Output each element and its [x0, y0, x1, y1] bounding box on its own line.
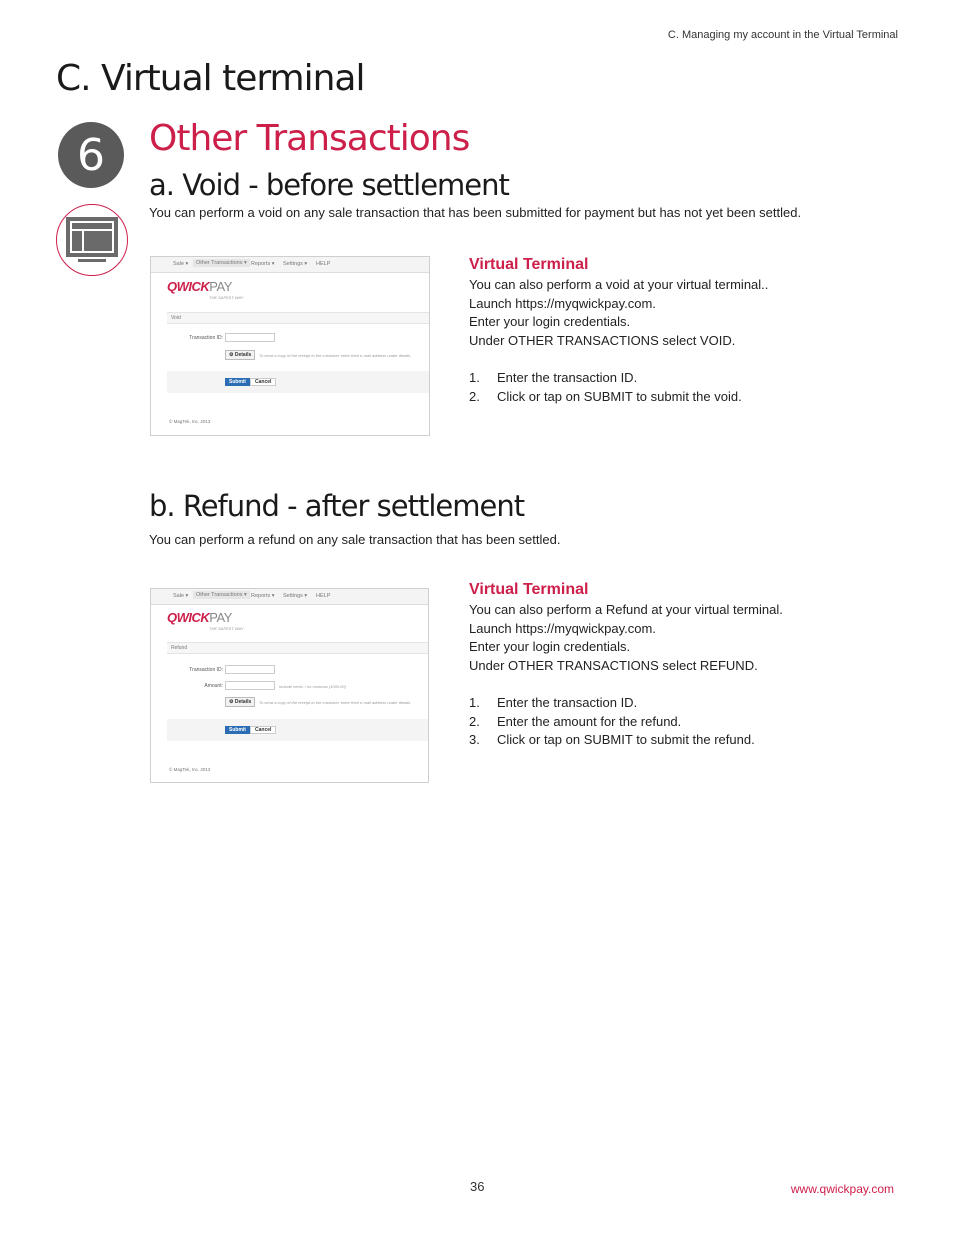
nav-sale: Sale ▾	[173, 261, 189, 267]
nav-sale: Sale ▾	[173, 593, 189, 599]
submit-button: Submit	[225, 726, 250, 734]
refund-line: Under OTHER TRANSACTIONS select REFUND.	[469, 657, 758, 673]
list-item: 3. Click or tap on SUBMIT to submit the refund.	[469, 732, 755, 748]
copyright: © MagTek, Inc. 2013	[169, 767, 211, 772]
refund-line: Enter your login credentials.	[469, 639, 631, 655]
list-item: 1. Enter the transaction ID.	[469, 369, 638, 385]
refund-screenshot	[150, 588, 429, 783]
refund-line: You can also perform a Refund at your virtual terminal.	[469, 602, 783, 617]
void-vt-body	[469, 276, 768, 406]
details-button: ⚙ Details	[225, 697, 255, 707]
form-title-bar: Refund	[167, 642, 428, 654]
void-screenshot	[150, 256, 430, 436]
list-item: 2. Enter the amount for the refund.	[469, 713, 682, 729]
screen-nav	[151, 589, 428, 605]
form-footer-bar	[167, 719, 428, 741]
cancel-button: Cancel	[250, 726, 276, 734]
transaction-id-input	[225, 333, 275, 342]
amount-input	[225, 681, 275, 690]
refund-vt-body	[469, 601, 783, 750]
void-line: Launch https://myqwickpay.com.	[469, 295, 656, 311]
details-hint: To send a copy of the receipt to the customer, enter their e-mail address under details.	[259, 700, 412, 705]
details-button: ⚙ Details	[225, 350, 255, 360]
section-title: C. Virtual terminal	[56, 58, 365, 99]
nav-settings: Settings ▾	[283, 593, 308, 599]
logo-tagline: THE SAFEST WAY	[209, 295, 244, 300]
void-line: Enter your login credentials.	[469, 314, 631, 330]
refund-title: b. Refund - after settlement	[149, 489, 525, 523]
label-transaction-id: Transaction ID:	[189, 335, 223, 341]
nav-help: HELP	[316, 261, 331, 267]
monitor-icon	[56, 204, 128, 276]
list-item: 2. Click or tap on SUBMIT to submit the void.	[469, 388, 742, 404]
submit-button: Submit	[225, 378, 250, 386]
nav-other-transactions: Other Transactions ▾	[193, 591, 250, 599]
form-title-bar: Void	[167, 312, 429, 324]
qwickpay-logo: QWICKPAY	[167, 279, 232, 294]
void-steps	[469, 369, 768, 406]
details-hint: To send a copy of the receipt to the customer, enter their e-mail address under details.	[259, 353, 412, 358]
logo-tagline: THE SAFEST WAY	[209, 626, 244, 631]
void-intro: You can perform a void on any sale transaction that has been submitted for payment but has not yet been settled.	[149, 205, 802, 220]
nav-reports: Reports ▾	[251, 593, 275, 599]
nav-help: HELP	[316, 593, 331, 599]
step-number-badge: 6	[58, 122, 124, 188]
transaction-id-input	[225, 665, 275, 674]
copyright: © MagTek, Inc. 2013	[169, 419, 211, 424]
nav-settings: Settings ▾	[283, 261, 308, 267]
void-line: You can also perform a void at your virtual terminal..	[469, 277, 769, 292]
nav-reports: Reports ▾	[251, 261, 275, 267]
refund-intro: You can perform a refund on any sale transaction that has been settled.	[149, 532, 561, 547]
void-line: Under OTHER TRANSACTIONS select VOID.	[469, 332, 736, 348]
cancel-button: Cancel	[250, 378, 276, 386]
amount-hint: Include cents, / no commas (1000.00)	[279, 684, 346, 689]
qwickpay-logo: QWICKPAY	[167, 610, 232, 625]
main-title: Other Transactions	[149, 118, 470, 159]
refund-steps	[469, 694, 783, 750]
list-item: 1. Enter the transaction ID.	[469, 694, 638, 710]
void-vt-heading: Virtual Terminal	[469, 256, 589, 273]
refund-line: Launch https://myqwickpay.com.	[469, 620, 656, 636]
page-number: 36	[470, 1179, 485, 1194]
label-transaction-id: Transaction ID:	[189, 667, 223, 673]
website-link[interactable]: www.qwickpay.com	[790, 1182, 894, 1196]
refund-vt-heading: Virtual Terminal	[469, 581, 589, 598]
label-amount: Amount:	[204, 683, 223, 689]
nav-other-transactions: Other Transactions ▾	[193, 259, 250, 267]
form-footer-bar	[167, 371, 429, 393]
header-note: C. Managing my account in the Virtual Terminal	[667, 29, 898, 41]
screen-nav	[151, 257, 429, 273]
void-title: a. Void - before settlement	[149, 168, 509, 202]
